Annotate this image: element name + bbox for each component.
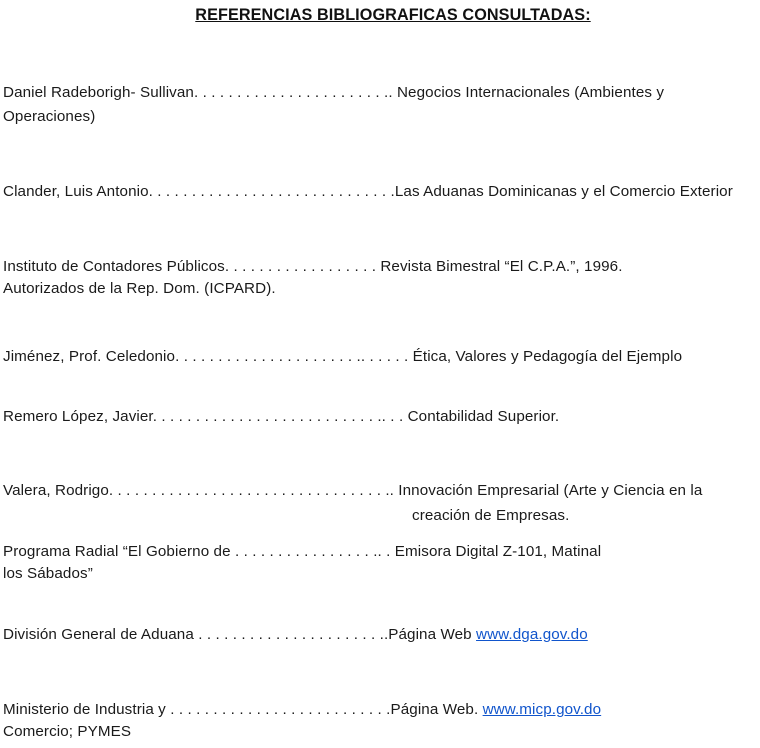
micp-website-link[interactable]: www.micp.gov.do	[482, 701, 602, 718]
reference-1-line-1: Daniel Radeborigh- Sullivan. . . . . . . . . . . . . . . . . . . . . . .. Negocios Internacionales (Ambientes y	[3, 84, 665, 101]
reference-6-line-2: creación de Empresas.	[412, 507, 570, 524]
dga-website-link[interactable]: www.dga.gov.do	[476, 626, 588, 643]
reference-9-line-1	[3, 701, 601, 719]
page-title: REFERENCIAS BIBLIOGRAFICAS CONSULTADAS:	[195, 6, 591, 24]
reference-5-line-1: Remero López, Javier. . . . . . . . . . . . . . . . . . . . . . . . . . .. . . Contabilidad Superior.	[3, 408, 560, 425]
reference-7-line-2: los Sábados”	[3, 565, 93, 582]
reference-9-line-2: Comercio; PYMES	[3, 723, 132, 740]
reference-4-line-1: Jiménez, Prof. Celedonio. . . . . . . . . . . . . . . . . . . . . .. . . . . . Ética, Valores y Pedagogía del Ejemplo	[3, 348, 683, 365]
reference-7-line-1: Programa Radial “El Gobierno de . . . . . . . . . . . . . . . . .. . Emisora Digital Z-101, Matinal	[3, 543, 602, 560]
reference-1-line-2: Operaciones)	[3, 108, 96, 125]
reference-9-text: Ministerio de Industria y . . . . . . . . . . . . . . . . . . . . . . . . . .Página Web.	[3, 701, 483, 718]
reference-8-text: División General de Aduana . . . . . . . . . . . . . . . . . . . . . ..Página Web	[3, 626, 477, 643]
reference-2-line-1: Clander, Luis Antonio. . . . . . . . . . . . . . . . . . . . . . . . . . . . .Las Aduanas Dominicanas y el Comercio Exterior	[3, 183, 733, 200]
reference-6-line-1: Valera, Rodrigo. . . . . . . . . . . . . . . . . . . . . . . . . . . . . . . . .. Innovación Empresarial (Arte y Ciencia en la	[3, 482, 703, 499]
reference-3-line-1: Instituto de Contadores Públicos. . . . . . . . . . . . . . . . . . Revista Bimestral “El C.P.A.”, 1996.	[3, 258, 623, 275]
reference-8-line-1	[3, 626, 588, 644]
reference-3-line-2: Autorizados de la Rep. Dom. (ICPARD).	[3, 280, 276, 297]
